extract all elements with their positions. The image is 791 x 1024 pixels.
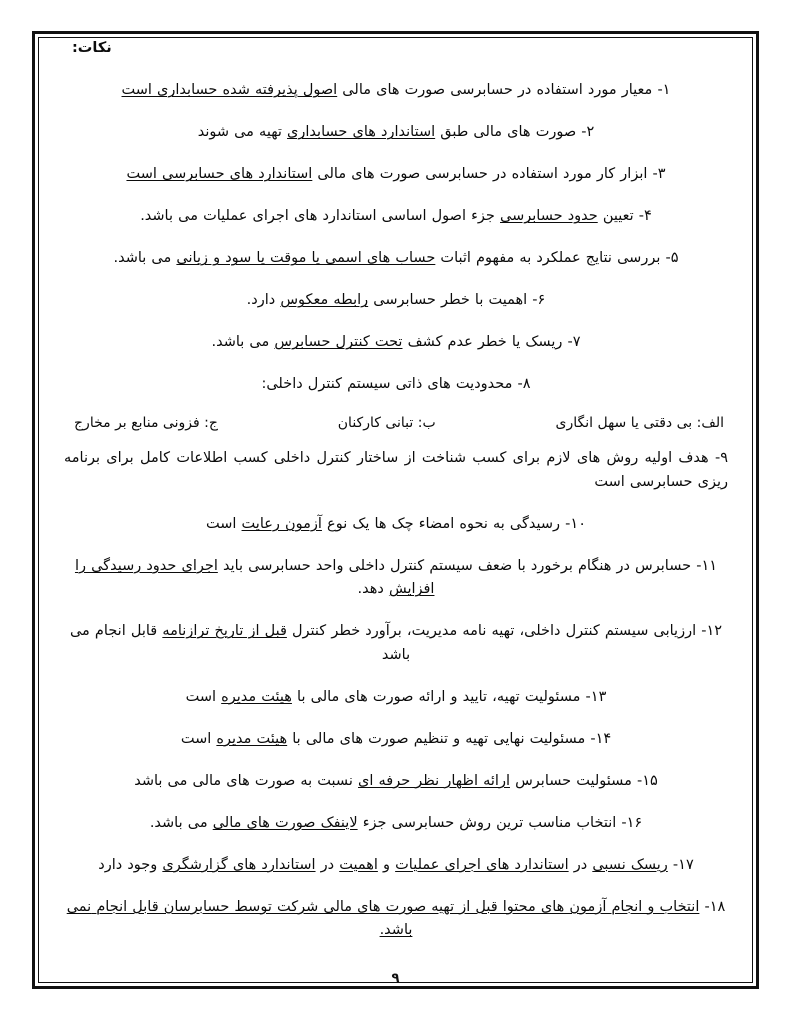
note-item-17-text-3: در [315, 856, 340, 873]
subitem-alef-text: بی دقتی یا سهل انگاری [555, 415, 693, 432]
note-item-6-underlined: رابطه معکوس [280, 292, 369, 309]
note-item-5-text-before: بررسی نتایج عملکرد به مفهوم اثبات [435, 250, 661, 267]
note-item-7 [64, 331, 728, 354]
note-item-6-number: ۶- [532, 292, 546, 309]
note-item-1 [64, 79, 728, 102]
note-item-14-underlined: هیئت مدیره [216, 730, 288, 747]
note-item-14-text-after: است [180, 730, 217, 747]
note-item-11-text-before: حسابرس در هنگام برخورد با ضعف سیستم کنترل داخلی واحد حسابرسی باید [217, 557, 692, 574]
note-item-7-text-before: ریسک یا خطر عدم کشف [402, 334, 563, 351]
note-item-15-text-before: مسئولیت حسابرس [509, 772, 632, 789]
note-item-8-subitems [64, 415, 728, 431]
note-item-6-text-before: اهمیت با خطر حسابرسی [368, 292, 528, 309]
note-item-9-text: هدف اولیه روش های لازم برای کسب شناخت از ساختار کنترل داخلی کسب اطلاعات کامل برای برنامه ریزی حسابرسی است [64, 450, 728, 490]
note-item-12-underlined: قبل از تاریخ ترازنامه [162, 623, 287, 640]
note-item-17-text-4: وجود دارد [98, 856, 163, 873]
subitem-jim-text: فزونی منابع بر مخارج [74, 415, 200, 432]
note-item-2-text-after: تهیه می شوند [197, 124, 288, 141]
subitem-be-label: ب: [417, 415, 436, 432]
note-item-17-underlined-3: اهمیت [339, 856, 378, 873]
note-item-12 [64, 620, 728, 667]
note-item-17-text-2: و [377, 856, 396, 873]
note-item-11-number: ۱۱- [696, 557, 718, 574]
note-item-5-number: ۵- [665, 250, 679, 267]
note-item-4 [64, 205, 728, 228]
note-item-10 [64, 513, 728, 536]
note-item-10-text-after: است [206, 515, 242, 532]
note-item-18-text-before: انتخاب و انجام آزمون های محتوا قبل از تهیه صورت های مالی شرکت توسط حسابرسان قابل انجام [91, 898, 700, 915]
note-item-2-text-before: صورت های مالی طبق [435, 124, 577, 141]
note-item-1-underlined: اصول پذیرفته شده حسابداری است [121, 82, 338, 99]
subitem-be [338, 415, 436, 431]
page-number: ۹ [391, 971, 400, 986]
note-item-4-underlined: حدود حسابرسی [500, 208, 598, 225]
note-item-16-text-after: می باشد. [149, 814, 213, 831]
note-item-17 [64, 854, 728, 877]
note-item-2 [64, 121, 728, 144]
note-item-4-text-after: جزء اصول اساسی استاندارد های اجرای عملیات می باشد. [140, 208, 500, 225]
note-item-13-number: ۱۳- [585, 688, 607, 705]
note-item-13-text-after: است [185, 688, 222, 705]
note-item-7-text-after: می باشد. [211, 334, 275, 351]
note-item-16-text-before: انتخاب مناسب ترین روش حسابرسی جزء [357, 814, 617, 831]
note-item-5-text-after: می باشد. [113, 250, 177, 267]
note-item-3-text-before: ابزار کار مورد استفاده در حسابرسی صورت های مالی [312, 166, 648, 183]
note-item-10-underlined: آزمون رعایت [241, 515, 322, 532]
subitem-jim-label: ج: [204, 415, 218, 432]
note-item-18-underlined: نمی باشد. [66, 898, 413, 939]
document-content [46, 40, 746, 980]
note-item-3 [64, 163, 728, 186]
note-item-14-text-before: مسئولیت نهایی تهیه و تنظیم صورت های مالی با [287, 730, 586, 747]
note-item-14 [64, 728, 728, 751]
note-item-2-number: ۲- [581, 124, 595, 141]
subitem-be-text: تبانی کارکنان [337, 415, 414, 432]
note-item-3-underlined: استاندارد های حسابرسی است [126, 166, 313, 183]
note-item-9 [64, 447, 728, 494]
note-item-4-text-before: تعیین [597, 208, 634, 225]
note-item-7-number: ۷- [567, 334, 581, 351]
note-item-13 [64, 686, 728, 709]
subitem-alef-label: الف: [696, 415, 724, 432]
note-item-17-text-1: در [568, 856, 593, 873]
note-item-10-text-before: رسیدگی به نحوه امضاء چک ها یک نوع [321, 515, 561, 532]
note-item-12-number: ۱۲- [701, 623, 723, 640]
note-item-15 [64, 770, 728, 793]
note-item-17-underlined-4: استاندارد های گزارشگری [162, 856, 316, 873]
note-item-18-number: ۱۸- [704, 898, 726, 915]
note-item-11 [64, 555, 728, 602]
note-item-13-text-before: مسئولیت تهیه، تایید و ارائه صورت های مالی با [291, 688, 581, 705]
note-item-12-text-before: ارزیابی سیستم کنترل داخلی، تهیه نامه مدیریت، برآورد خطر کنترل [286, 623, 697, 640]
subitem-jim [74, 415, 218, 431]
note-item-6-text-after: دارد. [246, 292, 281, 309]
note-item-18 [64, 896, 728, 943]
note-item-7-underlined: تحت کنترل حسابرس [274, 334, 403, 351]
note-item-11-underlined: اجرای حدود رسیدگی را افزایش [74, 557, 435, 598]
note-item-12-text-after: قابل انجام می باشد [69, 623, 411, 663]
note-item-8-number: ۸- [517, 376, 531, 393]
subitem-alef [556, 415, 724, 431]
note-item-13-underlined: هیئت مدیره [221, 688, 292, 705]
page-title: نکات: [72, 40, 112, 56]
note-item-1-number: ۱- [657, 82, 671, 99]
note-item-16-number: ۱۶- [621, 814, 643, 831]
note-item-15-number: ۱۵- [636, 772, 658, 789]
note-item-6 [64, 289, 728, 312]
note-item-11-text-after: دهد. [357, 581, 389, 598]
note-item-1-text-before: معیار مورد استفاده در حسابرسی صورت های مالی [337, 82, 653, 99]
note-item-16 [64, 812, 728, 835]
note-item-16-underlined: لاینفک صورت های مالی [212, 814, 358, 831]
note-item-3-number: ۳- [652, 166, 666, 183]
note-item-5 [64, 247, 728, 270]
note-item-15-text-after: نسبت به صورت های مالی می باشد [134, 772, 359, 789]
note-item-8 [64, 373, 728, 396]
note-item-5-underlined: حساب های اسمی یا موقت یا سود و زیانی [176, 250, 436, 267]
note-item-17-underlined-1: ریسک نسبی [592, 856, 668, 873]
note-item-14-number: ۱۴- [590, 730, 612, 747]
note-item-17-underlined-2: استاندارد های اجرای عملیات [395, 856, 569, 873]
note-item-17-number: ۱۷- [667, 856, 694, 873]
note-item-15-underlined: ارائه اظهار نظر حرفه ای [358, 772, 510, 789]
note-item-4-number: ۴- [638, 208, 652, 225]
note-item-10-number: ۱۰- [565, 515, 586, 532]
note-item-8-text: محدودیت های ذاتی سیستم کنترل داخلی: [261, 376, 513, 393]
note-item-2-underlined: استاندارد های حسابداری [287, 124, 436, 141]
note-item-9-number: ۹- [708, 450, 728, 467]
